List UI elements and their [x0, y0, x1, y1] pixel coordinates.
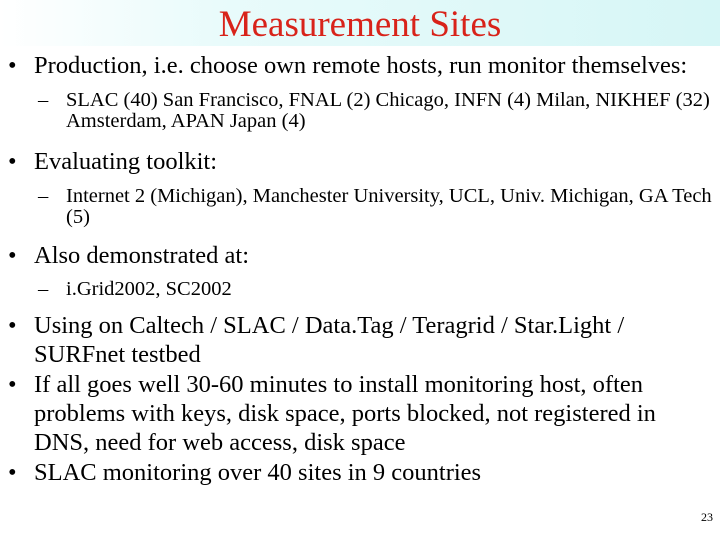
sub-bullet-item [8, 90, 713, 132]
bullet-text: Production, i.e. choose own remote hosts, run monitor themselves: [34, 52, 688, 79]
bullet-item [8, 311, 713, 369]
bullet-item [8, 51, 713, 80]
bullet-text: Evaluating toolkit: [34, 148, 218, 175]
bullet-icon: • [8, 371, 17, 398]
bullet-icon: • [8, 148, 17, 175]
bullet-icon: • [8, 459, 17, 486]
bullet-text: Using on Caltech / SLAC / Data.Tag / Teragrid / Star.Light / SURFnet testbed [34, 312, 625, 368]
bullet-icon: • [8, 312, 17, 339]
slide-title: Measurement Sites [218, 4, 502, 45]
sub-bullet-text: Internet 2 (Michigan), Manchester University, UCL, Univ. Michigan, GA Tech (5) [66, 185, 712, 228]
bullet-text: If all goes well 30-60 minutes to install monitoring host, often problems with keys, disk space, ports blocked, not registered in DNS, need for web access, disk space [34, 371, 656, 456]
bullet-item [8, 370, 713, 457]
bullet-text: Also demonstrated at: [34, 242, 250, 269]
sub-bullet-text: i.Grid2002, SC2002 [66, 278, 232, 300]
bullet-item [8, 458, 713, 487]
dash-icon: – [38, 89, 49, 111]
sub-bullet-item [8, 279, 713, 300]
page-number: 23 [701, 510, 713, 524]
sub-bullet-text: SLAC (40) San Francisco, FNAL (2) Chicago, INFN (4) Milan, NIKHEF (32) Amsterdam, APAN Japan (4) [66, 89, 710, 132]
bullet-icon: • [8, 52, 17, 79]
sub-bullet-item [8, 186, 713, 228]
slide-content [8, 50, 713, 487]
dash-icon: – [38, 185, 49, 207]
bullet-text: SLAC monitoring over 40 sites in 9 countries [34, 459, 482, 486]
bullet-icon: • [8, 242, 17, 269]
bullet-item [8, 147, 713, 176]
bullet-item [8, 241, 713, 270]
dash-icon: – [38, 278, 49, 300]
